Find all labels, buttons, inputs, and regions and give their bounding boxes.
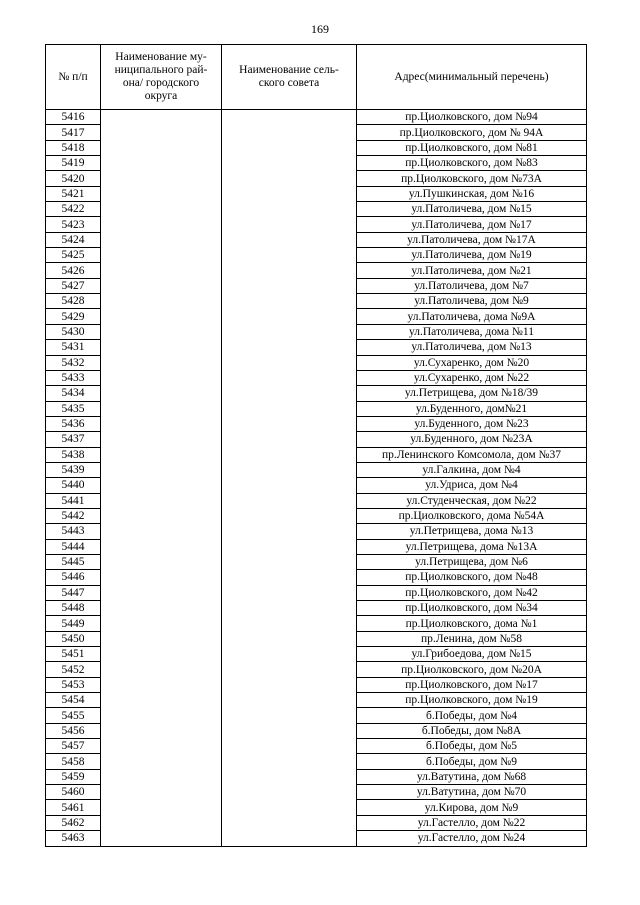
council-cell — [222, 110, 357, 847]
header-address: Адрес(минимальный перечень) — [357, 45, 587, 110]
address-cell: ул.Сухаренко, дом №22 — [357, 370, 587, 385]
address-cell: ул.Патоличева, дом №15 — [357, 202, 587, 217]
address-cell: б.Победы, дом №5 — [357, 739, 587, 754]
address-cell: пр.Циолковского, дом №73А — [357, 171, 587, 186]
address-cell: ул.Гастелло, дом №22 — [357, 815, 587, 830]
row-number: 5432 — [46, 355, 101, 370]
address-cell: ул.Петрищева, дома №13 — [357, 524, 587, 539]
address-cell: ул.Петрищева, дом №18/39 — [357, 386, 587, 401]
address-cell: пр.Ленина, дом №58 — [357, 631, 587, 646]
address-cell: пр.Циолковского, дома №1 — [357, 616, 587, 631]
row-number: 5423 — [46, 217, 101, 232]
row-number: 5433 — [46, 370, 101, 385]
address-cell: б.Победы, дом №8А — [357, 723, 587, 738]
address-cell: ул.Патоличева, дом №7 — [357, 278, 587, 293]
address-cell: ул.Патоличева, дом №13 — [357, 340, 587, 355]
row-number: 5460 — [46, 785, 101, 800]
row-number: 5451 — [46, 647, 101, 662]
row-number: 5462 — [46, 815, 101, 830]
row-number: 5426 — [46, 263, 101, 278]
row-number: 5444 — [46, 539, 101, 554]
row-number: 5438 — [46, 447, 101, 462]
row-number: 5445 — [46, 554, 101, 569]
row-number: 5446 — [46, 570, 101, 585]
address-cell: пр.Циолковского, дом №81 — [357, 140, 587, 155]
row-number: 5425 — [46, 248, 101, 263]
row-number: 5441 — [46, 493, 101, 508]
address-cell: ул.Петрищева, дома №13А — [357, 539, 587, 554]
row-number: 5437 — [46, 432, 101, 447]
address-cell: ул.Патоличева, дом №17А — [357, 232, 587, 247]
address-cell: ул.Буденного, дом №23 — [357, 416, 587, 431]
address-cell: ул.Петрищева, дом №6 — [357, 554, 587, 569]
row-number: 5442 — [46, 508, 101, 523]
table-header-row — [46, 45, 587, 110]
address-cell: пр.Циолковского, дом №34 — [357, 601, 587, 616]
header-district: Наименование му- ниципального рай- она/ городского округа — [101, 45, 222, 110]
address-cell: ул.Кирова, дом №9 — [357, 800, 587, 815]
row-number: 5458 — [46, 754, 101, 769]
address-cell: ул.Удриса, дом №4 — [357, 478, 587, 493]
row-number: 5436 — [46, 416, 101, 431]
address-cell: пр.Циолковского, дом №17 — [357, 677, 587, 692]
row-number: 5421 — [46, 186, 101, 201]
address-cell: ул.Патоличева, дома №9А — [357, 309, 587, 324]
row-number: 5431 — [46, 340, 101, 355]
row-number: 5416 — [46, 110, 101, 125]
address-cell: ул.Патоличева, дом №17 — [357, 217, 587, 232]
row-number: 5453 — [46, 677, 101, 692]
row-number: 5440 — [46, 478, 101, 493]
row-number: 5434 — [46, 386, 101, 401]
row-number: 5429 — [46, 309, 101, 324]
address-cell: ул.Сухаренко, дом №20 — [357, 355, 587, 370]
address-cell: ул.Гастелло, дом №24 — [357, 831, 587, 846]
address-cell: ул.Галкина, дом №4 — [357, 462, 587, 477]
row-number: 5449 — [46, 616, 101, 631]
row-number: 5428 — [46, 294, 101, 309]
row-number: 5448 — [46, 601, 101, 616]
row-number: 5457 — [46, 739, 101, 754]
address-cell: пр.Циолковского, дом №94 — [357, 110, 587, 125]
row-number: 5454 — [46, 693, 101, 708]
address-cell: пр.Циолковского, дом №42 — [357, 585, 587, 600]
address-cell: ул.Пушкинская, дом №16 — [357, 186, 587, 201]
row-number: 5424 — [46, 232, 101, 247]
address-cell: ул.Патоличева, дом №9 — [357, 294, 587, 309]
address-cell: ул.Буденного, дом№21 — [357, 401, 587, 416]
row-number: 5418 — [46, 140, 101, 155]
row-number: 5439 — [46, 462, 101, 477]
address-cell: б.Победы, дом №9 — [357, 754, 587, 769]
address-cell: пр.Циолковского, дом № 94А — [357, 125, 587, 140]
district-cell — [101, 110, 222, 847]
address-cell: ул.Студенческая, дом №22 — [357, 493, 587, 508]
row-number: 5443 — [46, 524, 101, 539]
table-row — [46, 110, 587, 125]
address-cell: б.Победы, дом №4 — [357, 708, 587, 723]
row-number: 5447 — [46, 585, 101, 600]
page-number: 169 — [311, 22, 329, 36]
address-cell: ул.Ватутина, дом №68 — [357, 769, 587, 784]
row-number: 5450 — [46, 631, 101, 646]
row-number: 5417 — [46, 125, 101, 140]
address-cell: пр.Циолковского, дом №48 — [357, 570, 587, 585]
row-number: 5430 — [46, 324, 101, 339]
row-number: 5452 — [46, 662, 101, 677]
address-cell: ул.Патоличева, дома №11 — [357, 324, 587, 339]
row-number: 5419 — [46, 156, 101, 171]
address-cell: пр.Циолковского, дом №20А — [357, 662, 587, 677]
row-number: 5459 — [46, 769, 101, 784]
header-council: Наименование сель- ского совета — [222, 45, 357, 110]
row-number: 5461 — [46, 800, 101, 815]
address-cell: пр.Циолковского, дома №54А — [357, 508, 587, 523]
address-cell: ул.Буденного, дом №23А — [357, 432, 587, 447]
row-number: 5427 — [46, 278, 101, 293]
row-number: 5420 — [46, 171, 101, 186]
row-number: 5455 — [46, 708, 101, 723]
row-number: 5435 — [46, 401, 101, 416]
address-cell: ул.Грибоедова, дом №15 — [357, 647, 587, 662]
row-number: 5456 — [46, 723, 101, 738]
address-cell: ул.Патоличева, дом №21 — [357, 263, 587, 278]
address-cell: пр.Циолковского, дом №83 — [357, 156, 587, 171]
row-number: 5463 — [46, 831, 101, 846]
address-cell: ул.Ватутина, дом №70 — [357, 785, 587, 800]
address-cell: пр.Циолковского, дом №19 — [357, 693, 587, 708]
address-cell: ул.Патоличева, дом №19 — [357, 248, 587, 263]
address-cell: пр.Ленинского Комсомола, дом №37 — [357, 447, 587, 462]
row-number: 5422 — [46, 202, 101, 217]
header-num: № п/п — [46, 45, 101, 110]
address-table — [45, 44, 587, 847]
table-body — [46, 110, 587, 847]
